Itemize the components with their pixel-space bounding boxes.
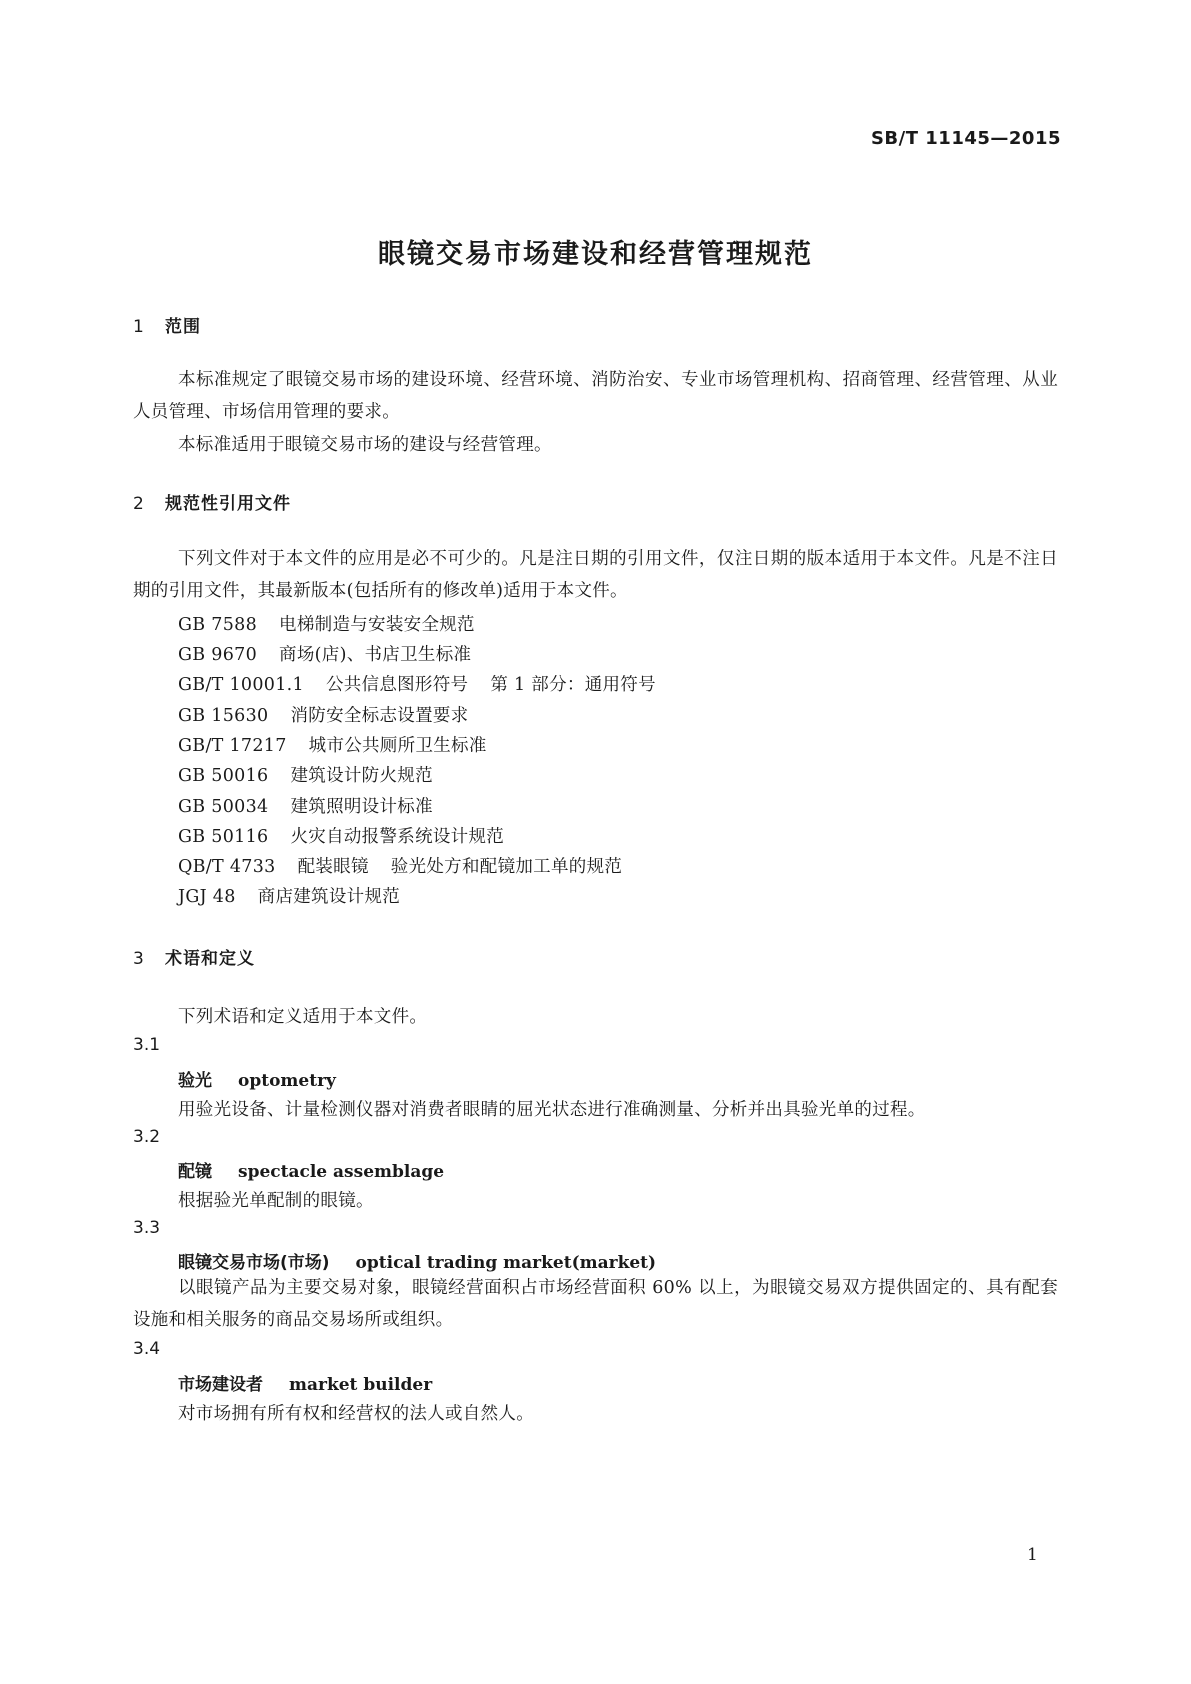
section-title: 范围 (165, 317, 201, 337)
reference-title: 公共信息图形符号 (325, 675, 469, 695)
term-zh: 配镜 (178, 1162, 212, 1182)
reference-code: GB 50016 (178, 766, 269, 786)
term-number: 3.3 (133, 1218, 161, 1238)
reference-title: 城市公共厕所卫生标准 (308, 736, 487, 756)
reference-code: QB/T 4733 (178, 857, 276, 877)
document-title: 眼镜交易市场建设和经营管理规范 (378, 239, 813, 270)
section-2-intro: 下列文件对于本文件的应用是必不可少的。凡是注日期的引用文件，仅注日期的版本适用于本文件。凡是不注日期的引用文件，其最新版本(包括所有的修改单)适用于本文件。 (133, 549, 1058, 601)
reference-code: GB/T 10001.1 (178, 675, 304, 695)
reference-title: 消防安全标志设置要求 (290, 706, 469, 726)
section-number: 3 (133, 949, 145, 969)
term-heading (178, 1248, 656, 1273)
page-number: 1 (1027, 1545, 1038, 1565)
reference-code: GB 15630 (178, 706, 269, 726)
term-definition: 用验光设备、计量检测仪器对消费者眼睛的屈光状态进行准确测量、分析并出具验光单的过程。 (178, 1100, 926, 1120)
term-en: optical trading market(market) (355, 1253, 657, 1273)
section-2-heading (133, 489, 291, 514)
section-3-intro: 下列术语和定义适用于本文件。 (178, 1007, 428, 1027)
term-definition: 以眼镜产品为主要交易对象，眼镜经营面积占市场经营面积 60% 以上，为眼镜交易双方提供固定的、具有配套设施和相关服务的商品交易场所或组织。 (133, 1278, 1058, 1330)
reference-item (178, 853, 622, 878)
reference-code: GB 9670 (178, 645, 258, 665)
term-en: spectacle assemblage (238, 1162, 445, 1182)
term-heading (178, 1066, 336, 1091)
section-1-paragraph-1: 本标准规定了眼镜交易市场的建设环境、经营环境、消防治安、专业市场管理机构、招商管理、经营管理、从业人员管理、市场信用管理的要求。 (133, 370, 1058, 422)
reference-title: 建筑照明设计标准 (290, 797, 433, 817)
reference-item (178, 793, 433, 818)
reference-code: GB 7588 (178, 615, 258, 635)
term-heading (178, 1370, 432, 1395)
term-number: 3.1 (133, 1035, 161, 1055)
term-en: market builder (289, 1375, 433, 1395)
term-number: 3.4 (133, 1339, 161, 1359)
reference-title: 配装眼镜 (297, 857, 369, 877)
section-number: 2 (133, 494, 145, 514)
term-en: optometry (238, 1071, 336, 1091)
section-title: 规范性引用文件 (165, 494, 291, 514)
reference-title: 商场(店)、书店卫生标准 (279, 645, 472, 665)
term-zh: 市场建设者 (178, 1375, 263, 1395)
reference-code: JGJ 48 (178, 887, 236, 907)
section-3-heading (133, 944, 255, 969)
standard-code: SB/T 11145—2015 (870, 128, 1061, 149)
reference-item (178, 823, 504, 848)
term-zh: 眼镜交易市场(市场) (178, 1253, 330, 1273)
reference-item (178, 732, 487, 757)
term-zh: 验光 (178, 1071, 212, 1091)
reference-title: 火灾自动报警系统设计规范 (290, 827, 505, 847)
reference-code: GB 50116 (178, 827, 269, 847)
reference-code: GB 50034 (178, 797, 269, 817)
reference-item (178, 702, 468, 727)
reference-code: GB/T 17217 (178, 736, 287, 756)
reference-item (178, 611, 475, 636)
term-number: 3.2 (133, 1127, 161, 1147)
reference-title: 商店建筑设计规范 (257, 887, 401, 907)
reference-item (178, 883, 400, 908)
section-number: 1 (133, 317, 145, 337)
reference-item (178, 641, 471, 666)
section-1-paragraph-2: 本标准适用于眼镜交易市场的建设与经营管理。 (178, 435, 552, 455)
section-title: 术语和定义 (165, 949, 255, 969)
reference-subtitle: 验光处方和配镜加工单的规范 (390, 857, 623, 877)
term-heading (178, 1157, 444, 1182)
section-1-heading (133, 312, 201, 337)
reference-title: 建筑设计防火规范 (290, 766, 433, 786)
term-definition: 根据验光单配制的眼镜。 (178, 1191, 374, 1211)
reference-title: 电梯制造与安装安全规范 (279, 615, 475, 635)
reference-item (178, 762, 433, 787)
reference-item (178, 671, 656, 696)
reference-subtitle: 第 1 部分：通用符号 (490, 675, 656, 695)
term-definition: 对市场拥有所有权和经营权的法人或自然人。 (178, 1404, 534, 1424)
